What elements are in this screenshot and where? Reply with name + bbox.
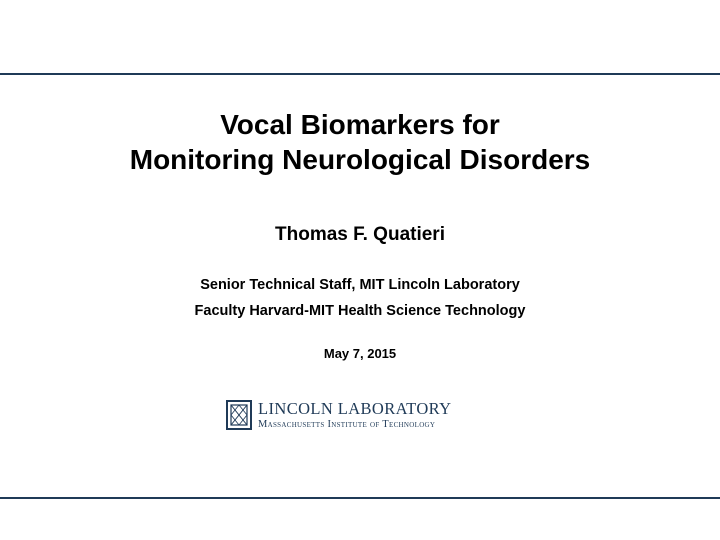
author-name: Thomas F. Quatieri: [275, 224, 445, 245]
logo-name: LINCOLN LABORATORY: [258, 398, 452, 418]
title-line-2: Monitoring Neurological Disorders: [129, 144, 591, 175]
bottom-divider: [0, 497, 720, 499]
affiliation-1: Senior Technical Staff, MIT Lincoln Laboratory: [200, 277, 520, 293]
title-line-1: Vocal Biomarkers for: [220, 109, 500, 140]
logo-institution: Massachusetts Institute of Technology: [258, 418, 436, 430]
lincoln-lab-emblem-icon: [226, 400, 252, 430]
presentation-date: May 7, 2015: [323, 346, 397, 361]
lincoln-laboratory-logo: [226, 398, 451, 432]
logo-text: [258, 400, 451, 431]
slide-title: [0, 107, 720, 177]
top-divider: [0, 73, 720, 75]
affiliation-2: Faculty Harvard-MIT Health Science Technology: [194, 303, 526, 319]
